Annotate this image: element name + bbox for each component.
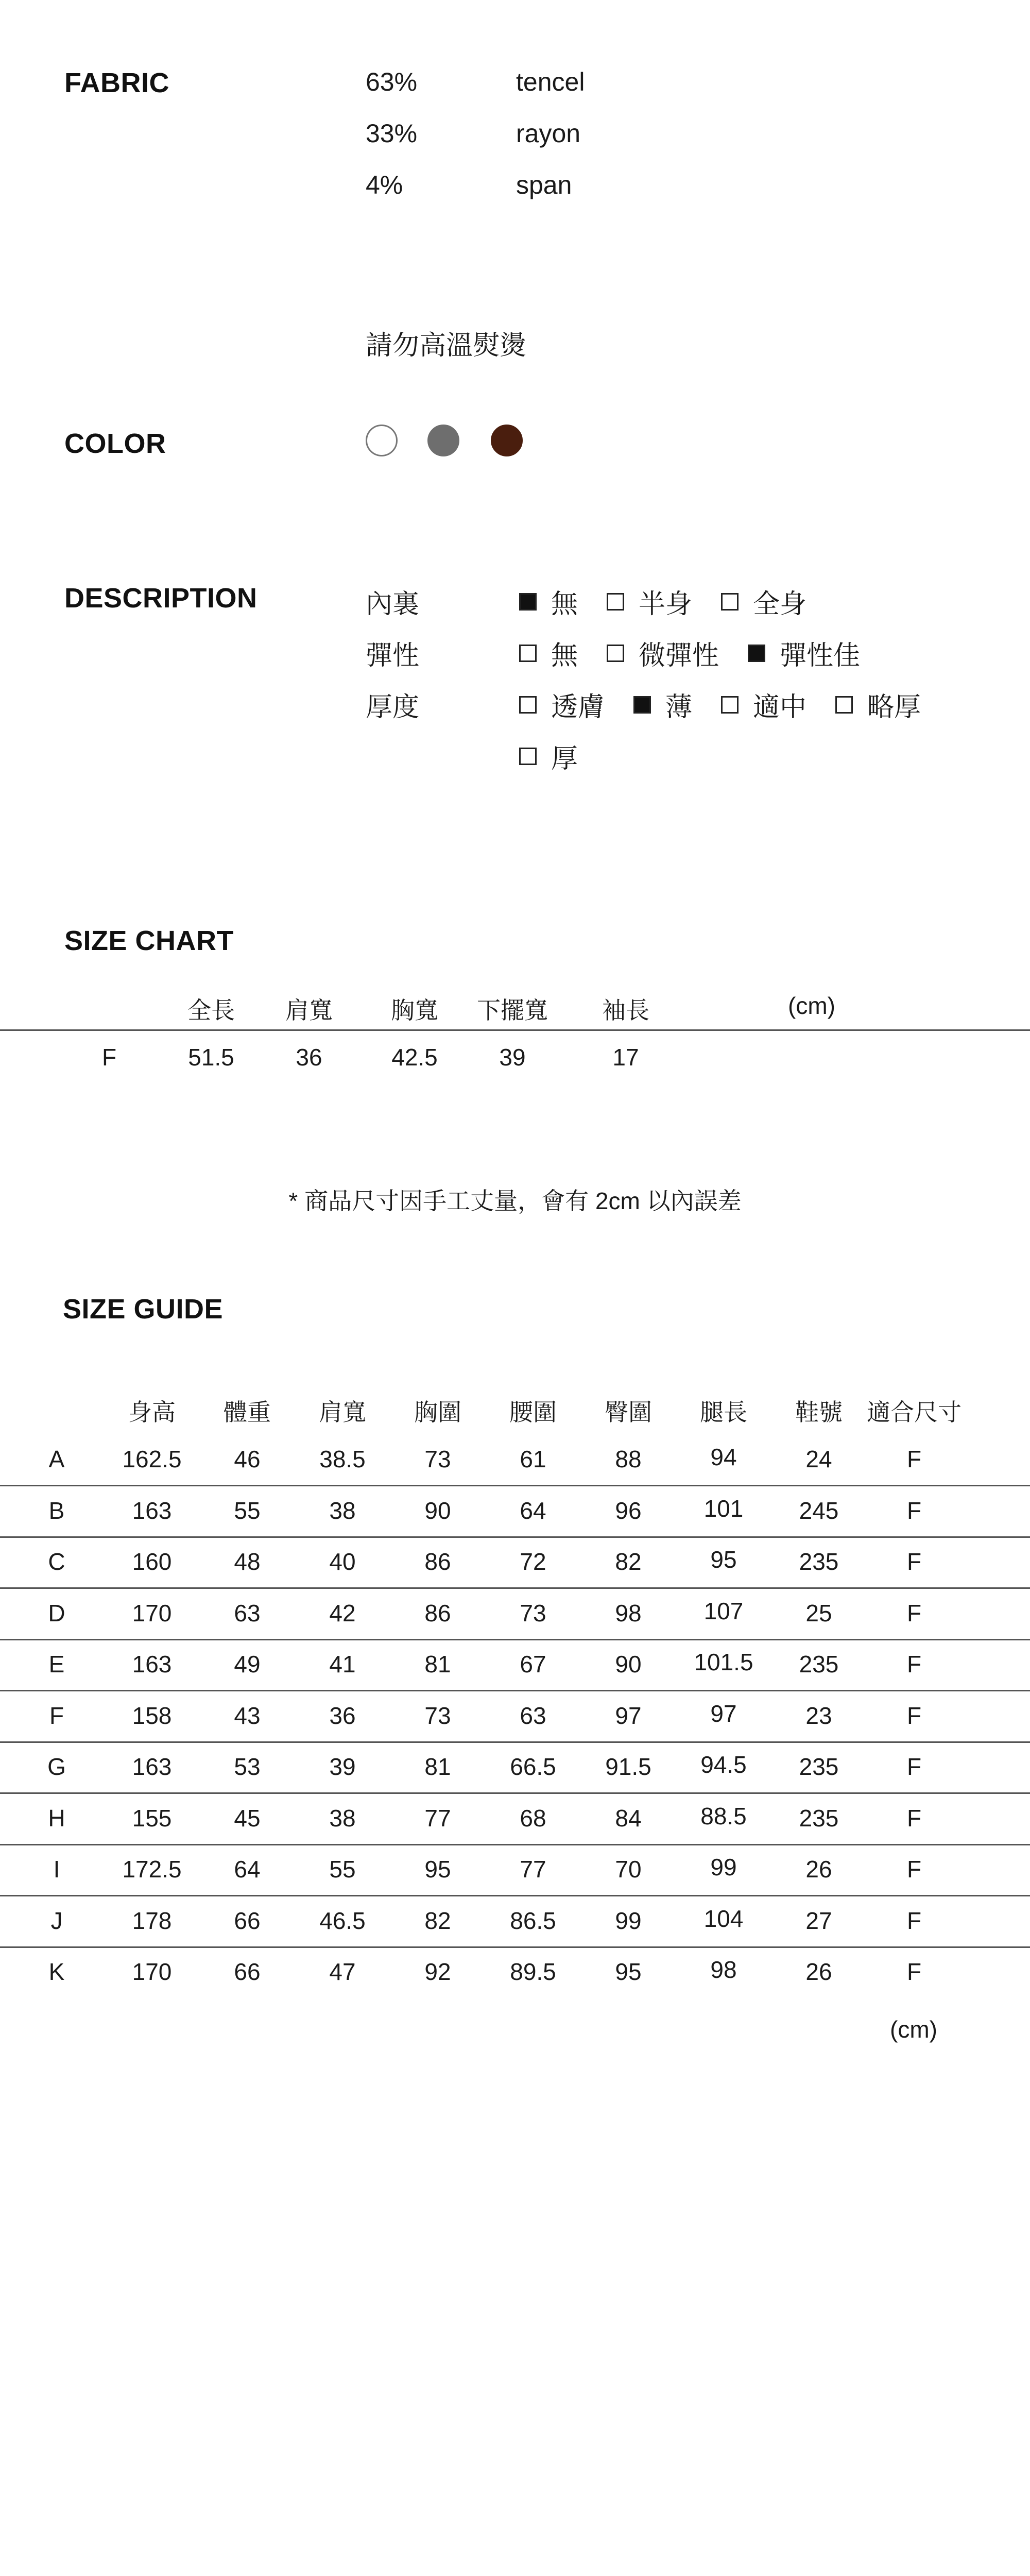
size-guide-value: 163 [132, 1497, 172, 1524]
description-options [519, 737, 607, 775]
size-guide-value: 158 [132, 1702, 172, 1729]
size-guide-value: 26 [805, 1856, 832, 1883]
size-chart-size: F [101, 1044, 117, 1071]
description-label: 內裏 [366, 589, 420, 619]
size-chart-unit: (cm) [788, 992, 835, 1019]
care-note: 請勿高溫熨燙 [366, 331, 527, 361]
size-guide-value: F [906, 1446, 922, 1472]
size-guide-value: 235 [799, 1804, 839, 1832]
size-guide-value: 95 [615, 1958, 642, 1985]
size-guide-value: 98 [710, 1956, 737, 1983]
size-guide-value: 63 [234, 1599, 261, 1626]
size-guide-value: 70 [615, 1856, 642, 1883]
size-guide-value: 77 [520, 1856, 546, 1883]
size-chart-value: 36 [296, 1044, 322, 1071]
size-guide-row-divider [0, 1844, 1030, 1845]
size-guide-value: 68 [520, 1804, 546, 1832]
size-guide-model-id: D [48, 1599, 65, 1626]
size-guide-value: 88 [615, 1446, 642, 1472]
description-option-label: 全身 [753, 589, 807, 619]
size-guide-value: 84 [615, 1804, 642, 1832]
description-option-label: 半身 [639, 589, 693, 619]
size-guide-model-id: F [49, 1702, 64, 1729]
size-guide-value: 61 [520, 1446, 546, 1472]
size-chart-divider [0, 1029, 1030, 1031]
description-option-label: 厚 [551, 744, 578, 774]
description-option-label: 略厚 [867, 692, 921, 722]
size-guide-value: 23 [805, 1702, 832, 1729]
description-options [519, 582, 835, 621]
size-guide-value: 101 [703, 1495, 744, 1522]
size-guide-model-id: J [50, 1907, 63, 1934]
size-guide-value: 101.5 [694, 1649, 753, 1675]
size-guide-value: F [906, 1599, 922, 1626]
size-guide-value: F [906, 1804, 922, 1832]
size-guide-value: 49 [234, 1651, 261, 1677]
size-guide-value: 73 [520, 1599, 546, 1626]
description-options [519, 685, 950, 724]
size-guide-header: 身高 [128, 1399, 176, 1426]
size-guide-value: 235 [799, 1548, 839, 1575]
fabric-material-1: tencel [516, 67, 585, 96]
size-guide-model-id: H [48, 1804, 65, 1832]
size-guide-value: 94.5 [700, 1751, 747, 1778]
size-guide-model-id: K [48, 1958, 65, 1985]
size-guide-value: 42 [329, 1599, 356, 1626]
description-option-label: 微彈性 [639, 641, 719, 671]
size-guide-value: F [906, 1856, 922, 1883]
size-guide-value: 170 [132, 1958, 172, 1985]
size-guide-header: 體重 [224, 1399, 271, 1426]
size-guide-row-divider [0, 1895, 1030, 1896]
size-guide-value: 245 [799, 1497, 839, 1524]
size-chart-value: 51.5 [188, 1044, 234, 1071]
size-chart-header: 全長 [187, 997, 235, 1024]
size-guide-value: 104 [703, 1905, 744, 1932]
description-option[interactable] [748, 634, 860, 672]
size-guide-value: 82 [424, 1907, 451, 1934]
size-guide-value: F [906, 1548, 922, 1575]
size-guide-value: 160 [132, 1548, 172, 1575]
checked-box-icon [748, 645, 765, 662]
description-option[interactable] [519, 737, 578, 775]
size-guide-value: 47 [329, 1958, 356, 1985]
description-option[interactable] [607, 582, 692, 621]
size-guide-value: 73 [424, 1446, 451, 1472]
size-guide-value: 25 [805, 1599, 832, 1626]
size-guide-row-divider [0, 1741, 1030, 1743]
size-guide-row-divider [0, 1946, 1030, 1948]
size-guide-value: 39 [329, 1753, 356, 1780]
size-guide-value: 38 [329, 1804, 356, 1832]
fabric-heading: FABRIC [64, 67, 169, 98]
size-guide-value: 88.5 [700, 1802, 747, 1829]
description-label: 彈性 [366, 641, 420, 671]
size-guide-value: 98 [615, 1599, 642, 1626]
size-guide-model-id: I [53, 1856, 60, 1883]
size-guide-header: 肩寬 [319, 1399, 366, 1426]
size-guide-row-divider [0, 1639, 1030, 1640]
size-guide-value: 86 [424, 1548, 451, 1575]
description-option[interactable] [519, 582, 578, 621]
size-guide-value: 95 [710, 1546, 737, 1573]
description-option[interactable] [519, 685, 605, 724]
size-chart-header: 胸寬 [391, 997, 438, 1024]
description-option[interactable] [633, 685, 692, 724]
empty-box-icon [835, 696, 853, 714]
size-guide-value: 36 [329, 1702, 356, 1729]
size-chart-value: 17 [612, 1044, 639, 1071]
fabric-material-3: span [516, 171, 572, 199]
empty-box-icon [519, 645, 537, 662]
size-guide-value: 45 [234, 1804, 261, 1832]
size-guide-value: 43 [234, 1702, 261, 1729]
description-option[interactable] [721, 582, 806, 621]
size-chart-header: 下擺寬 [477, 997, 548, 1024]
fabric-percent-2: 33% [366, 119, 418, 148]
size-guide-row-divider [0, 1485, 1030, 1486]
description-option[interactable] [721, 685, 806, 724]
size-guide-value: 41 [329, 1651, 356, 1677]
description-option-label: 透膚 [551, 692, 605, 722]
size-guide-value: 55 [234, 1497, 261, 1524]
size-guide-value: F [906, 1651, 922, 1677]
size-guide-value: 235 [799, 1651, 839, 1677]
size-guide-value: 66.5 [510, 1753, 556, 1780]
size-guide-value: 72 [520, 1548, 546, 1575]
description-option-label: 彈性佳 [780, 641, 861, 671]
size-guide-value: 46.5 [319, 1907, 366, 1934]
size-chart-note: * 商品尺寸因手工丈量，會有 2cm 以內誤差 [288, 1188, 742, 1214]
size-guide-value: 97 [615, 1702, 642, 1729]
description-label: 厚度 [366, 692, 420, 722]
size-guide-value: 53 [234, 1753, 261, 1780]
size-guide-heading: SIZE GUIDE [63, 1294, 224, 1325]
size-guide-header: 臀圍 [605, 1399, 652, 1426]
size-guide-value: 38.5 [319, 1446, 366, 1472]
size-guide-unit: (cm) [890, 2016, 937, 2043]
size-guide-value: 55 [329, 1856, 356, 1883]
size-guide-value: 235 [799, 1753, 839, 1780]
size-guide-value: 90 [424, 1497, 451, 1524]
size-guide-row-divider [0, 1587, 1030, 1589]
size-guide-value: 64 [234, 1856, 261, 1883]
size-guide-value: 172.5 [122, 1856, 182, 1883]
size-guide-value: 86 [424, 1599, 451, 1626]
empty-box-icon [519, 696, 537, 714]
size-guide-value: 66 [234, 1907, 261, 1934]
size-guide-value: 82 [615, 1548, 642, 1575]
color-swatch-gray[interactable] [427, 425, 459, 456]
size-guide-model-id: G [47, 1753, 66, 1780]
size-guide-header: 鞋號 [795, 1399, 843, 1426]
size-guide-value: 95 [424, 1856, 451, 1883]
size-chart-value: 42.5 [391, 1044, 438, 1071]
size-guide-row-divider [0, 1536, 1030, 1538]
size-guide-value: 162.5 [122, 1446, 182, 1472]
size-guide-value: 90 [615, 1651, 642, 1677]
size-chart-value: 39 [499, 1044, 526, 1071]
description-options [519, 634, 889, 672]
color-swatch-white[interactable] [366, 425, 398, 456]
description-option-label: 適中 [753, 692, 807, 722]
size-guide-value: 73 [424, 1702, 451, 1729]
description-option[interactable] [607, 634, 719, 672]
size-guide-value: F [906, 1702, 922, 1729]
size-guide-header: 腰圍 [509, 1399, 557, 1426]
empty-box-icon [721, 696, 739, 714]
size-guide-row-divider [0, 1690, 1030, 1691]
size-guide-value: 163 [132, 1651, 172, 1677]
description-option-label: 薄 [665, 692, 693, 722]
description-option[interactable] [519, 634, 578, 672]
color-swatch-brown[interactable] [491, 425, 523, 456]
fabric-percent-3: 4% [366, 171, 403, 199]
size-guide-value: 81 [424, 1651, 451, 1677]
size-guide-value: 91.5 [605, 1753, 651, 1780]
size-guide-value: 107 [703, 1597, 744, 1624]
size-guide-value: 86.5 [510, 1907, 556, 1934]
size-guide-value: 46 [234, 1446, 261, 1472]
size-guide-value: 99 [710, 1854, 737, 1880]
description-option[interactable] [835, 685, 921, 724]
checked-box-icon [633, 696, 651, 714]
size-guide-value: 178 [132, 1907, 172, 1934]
size-guide-value: 163 [132, 1753, 172, 1780]
description-heading: DESCRIPTION [64, 583, 258, 614]
size-guide-header: 腿長 [700, 1399, 747, 1426]
size-guide-value: 64 [520, 1497, 546, 1524]
size-guide-value: F [906, 1958, 922, 1985]
size-guide-value: 27 [805, 1907, 832, 1934]
size-guide-value: 89.5 [510, 1958, 556, 1985]
color-heading: COLOR [64, 428, 166, 459]
size-guide-value: 94 [710, 1444, 737, 1470]
size-guide-value: F [906, 1753, 922, 1780]
size-guide-model-id: A [48, 1446, 65, 1472]
size-guide-value: 26 [805, 1958, 832, 1985]
description-option-label: 無 [551, 641, 578, 671]
size-chart-header: 肩寬 [285, 997, 333, 1024]
fabric-material-2: rayon [516, 119, 581, 148]
size-guide-value: 63 [520, 1702, 546, 1729]
size-guide-value: 24 [805, 1446, 832, 1472]
size-guide-value: 170 [132, 1599, 172, 1626]
size-guide-model-id: E [48, 1651, 65, 1677]
size-guide-value: 48 [234, 1548, 261, 1575]
size-guide-header: 適合尺寸 [867, 1399, 962, 1426]
description-option-label: 無 [551, 589, 578, 619]
size-guide-value: F [906, 1907, 922, 1934]
size-guide-value: 77 [424, 1804, 451, 1832]
empty-box-icon [607, 645, 624, 662]
size-guide-value: 81 [424, 1753, 451, 1780]
fabric-percent-1: 63% [366, 67, 418, 96]
size-guide-value: F [906, 1497, 922, 1524]
size-guide-value: 66 [234, 1958, 261, 1985]
size-chart-header: 袖長 [602, 997, 649, 1024]
empty-box-icon [607, 593, 624, 611]
size-guide-value: 97 [710, 1700, 737, 1727]
size-guide-value: 67 [520, 1651, 546, 1677]
size-guide-value: 38 [329, 1497, 356, 1524]
size-guide-row-divider [0, 1792, 1030, 1794]
size-guide-value: 92 [424, 1958, 451, 1985]
empty-box-icon [721, 593, 739, 611]
size-guide-value: 96 [615, 1497, 642, 1524]
size-guide-model-id: C [48, 1548, 65, 1575]
empty-box-icon [519, 748, 537, 765]
checked-box-icon [519, 593, 537, 611]
size-guide-model-id: B [48, 1497, 65, 1524]
size-guide-value: 40 [329, 1548, 356, 1575]
size-guide-value: 99 [615, 1907, 642, 1934]
size-chart-heading: SIZE CHART [64, 925, 234, 956]
size-guide-value: 155 [132, 1804, 172, 1832]
size-guide-header: 胸圍 [414, 1399, 461, 1426]
